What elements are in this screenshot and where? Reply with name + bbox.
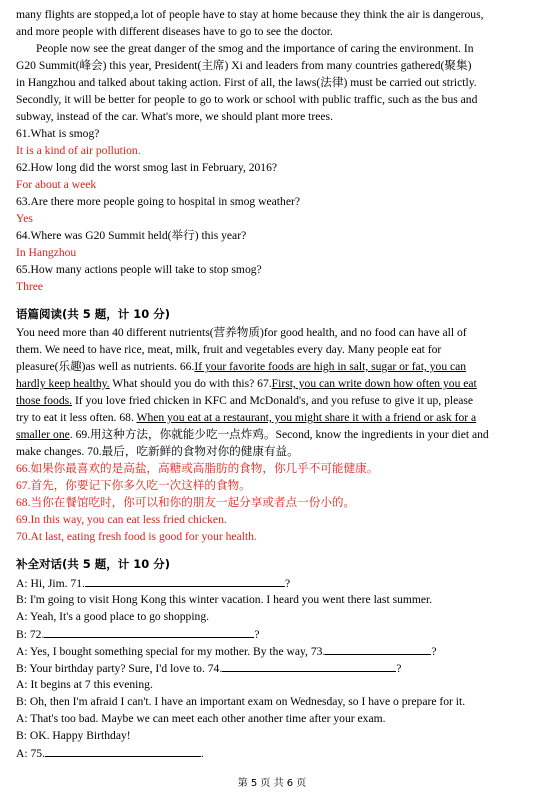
passage-line: People now see the great danger of the smog and the importance of caring the environment. In [36, 42, 474, 55]
underlined-sentence-67: those foods. [16, 394, 73, 407]
dialogue-line: A: Hi, Jim. 71. ? [16, 574, 536, 591]
question-64: 64.Where was G20 Summit held(举行) this year? [16, 229, 247, 242]
passage-line: pleasure(乐趣)as well as nutrients. 66.If your favorite foods are high in salt, sugar or fat, you can [16, 360, 467, 373]
page-number-footer: 第 5 页 共 6 页 [237, 778, 307, 789]
blank-72[interactable] [44, 625, 254, 638]
answer-67: 67.首先，你要记下你多久吃一次这样的食物。 [16, 479, 251, 492]
answer-63: Yes [16, 212, 33, 225]
question-62: 62.How long did the worst smog last in February, 2016? [16, 161, 278, 174]
passage-line: in Hangzhou and talked about taking action. First of all, the laws(法律) must be carried out strictly. [16, 76, 477, 89]
question-61: 61.What is smog? [16, 127, 100, 140]
underlined-sentence-66: If your favorite foods are high in salt, sugar or fat, you can [194, 360, 467, 373]
passage-line: hardly keep healthy. What should you do with this? 67.First, you can write down how often you eat [16, 377, 477, 390]
answer-70: 70.At last, eating fresh food is good for your health. [16, 530, 257, 543]
underlined-sentence-66: hardly keep healthy. [16, 377, 110, 390]
question-63: 63.Are there more people going to hospital in smog weather? [16, 195, 300, 208]
underlined-sentence-68: smaller one [16, 428, 70, 441]
dialogue-line: B: 72. ? [16, 625, 536, 642]
blank-71[interactable] [85, 574, 285, 587]
underlined-sentence-67: First, you can write down how often you eat [271, 377, 477, 390]
passage-line: them. We need to have rice, meat, milk, fruit and vegetables every day. Many people eat for [16, 343, 442, 356]
blank-75[interactable] [45, 744, 201, 757]
passage-line: You need more than 40 different nutrients(营养物质)for good health, and no food can have all of [16, 326, 467, 339]
passage-line: try to eat it less often. 68. When you eat at a restaurant, you might share it with a friend or ask for a [16, 411, 477, 424]
dialogue-line: A: It begins at 7 this evening. [16, 678, 153, 691]
passage-line: make changes. 70.最后，吃新鲜的食物对你的健康有益。 [16, 445, 299, 458]
underlined-sentence-68: When you eat at a restaurant, you might share it with a friend or ask for a [136, 411, 477, 424]
blank-73[interactable] [325, 642, 431, 655]
dialogue-line: B: OK. Happy Birthday! [16, 729, 131, 742]
dialogue-line: A: That's too bad. Maybe we can meet each other another time after your exam. [16, 712, 386, 725]
passage-line: Secondly, it will be better for people to go to work or school with public traffic, such as the bus and [16, 93, 478, 106]
answer-61: It is a kind of air pollution. [16, 144, 141, 157]
section-heading-reading: 语篇阅读(共 5 题，计 10 分) [16, 307, 171, 321]
passage-line: subway, instead of the car. What's more, we should plant more trees. [16, 110, 333, 123]
dialogue-line: A: Yeah, It's a good place to go shopping. [16, 610, 210, 623]
answer-68: 68.当你在餐馆吃时，你可以和你的朋友一起分享或者点一份小的。 [16, 496, 356, 509]
dialogue-line: B: Your birthday party? Sure, I'd love to. 74. ? [16, 659, 536, 676]
answer-64: In Hangzhou [16, 246, 77, 259]
passage-line: G20 Summit(峰会) this year, President(主席) Xi and leaders from many countries gathered(聚集) [16, 59, 472, 72]
answer-69: 69.In this way, you can eat less fried chicken. [16, 513, 227, 526]
section-heading-dialogue: 补全对话(共 5 题，计 10 分) [16, 557, 171, 571]
dialogue-line: A: Yes, I bought something special for my mother. By the way, 73. ? [16, 642, 536, 659]
question-65: 65.How many actions people will take to stop smog? [16, 263, 262, 276]
dialogue-line: B: Oh, then I'm afraid I can't. I have an important exam on Wednesday, so I have o prepare for it. [16, 695, 466, 708]
passage-line: many flights are stopped,a lot of people have to stay at home because they think the air is dangerous, [16, 8, 484, 21]
passage-line: and more people with different diseases have to go to see the doctor. [16, 25, 333, 38]
dialogue-line: B: I'm going to visit Hong Kong this winter vacation. I heard you went there last summer. [16, 593, 433, 606]
answer-66: 66.如果你最喜欢的是高盐，高糖或高脂肪的食物，你几乎不可能健康。 [16, 462, 379, 475]
exam-page [16, 6, 536, 761]
passage-line: those foods. If you love fried chicken in KFC and McDonald's, and you refuse to give it up, please [16, 394, 474, 407]
answer-62: For about a week [16, 178, 97, 191]
blank-74[interactable] [222, 659, 396, 672]
answer-65: Three [16, 280, 44, 293]
dialogue-line: A: 75. . [16, 744, 536, 761]
passage-line: smaller one. 69.用这种方法，你就能少吃一点炸鸡。Second, know the ingredients in your diet and [16, 428, 489, 441]
